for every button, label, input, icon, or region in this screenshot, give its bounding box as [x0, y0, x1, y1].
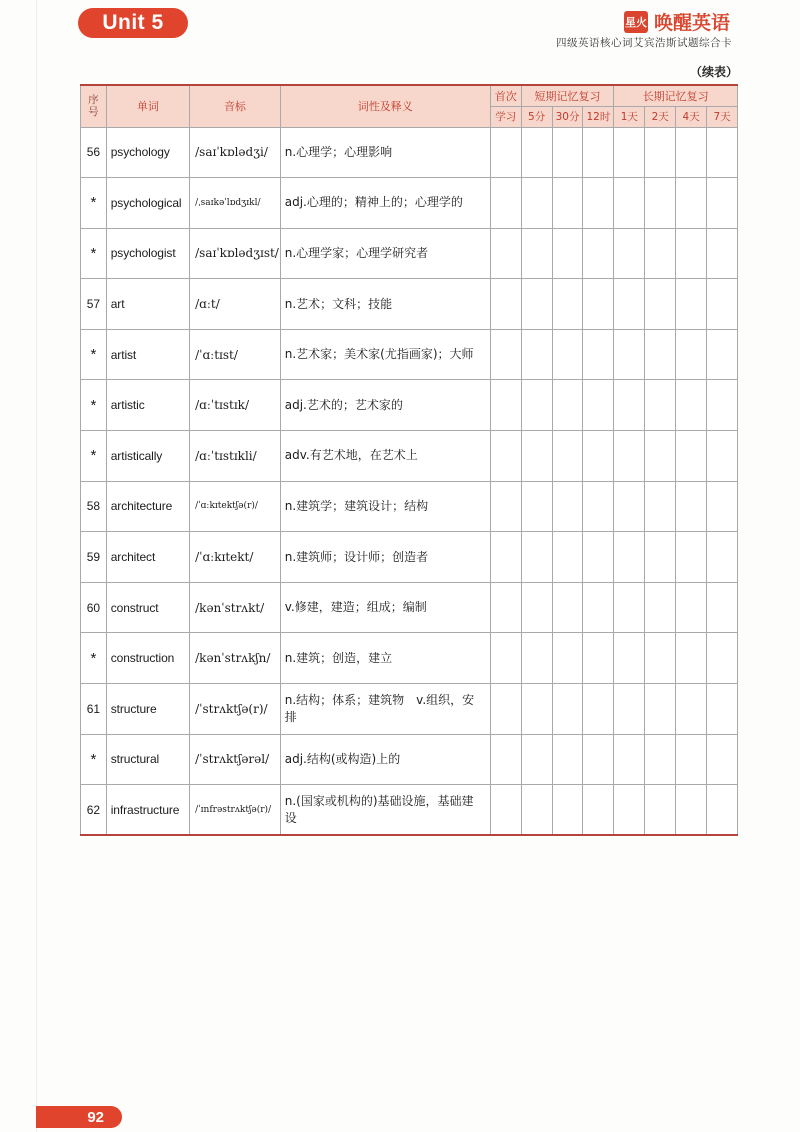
checkbox-cell-review-30min[interactable]: [552, 279, 583, 330]
checkbox-cell-review-2day[interactable]: [645, 684, 676, 735]
checkbox-cell-review-1day[interactable]: [614, 785, 645, 836]
table-row: [81, 279, 738, 330]
checkbox-cell-review-1day[interactable]: [614, 279, 645, 330]
header-interval-30min: 30分: [552, 106, 583, 127]
row-definition: n.结构；体系；建筑物 v.组织，安排: [280, 684, 490, 735]
checkbox-cell-review-4day[interactable]: [676, 127, 707, 178]
row-number: 56: [81, 127, 107, 178]
row-number: *: [81, 633, 107, 684]
checkbox-cell-review-12h[interactable]: [583, 582, 614, 633]
checkbox-cell-review-1day[interactable]: [614, 582, 645, 633]
row-word: artist: [106, 329, 189, 380]
table-row: [81, 582, 738, 633]
checkbox-cell-review-4day[interactable]: [676, 481, 707, 532]
row-number: 59: [81, 532, 107, 583]
checkbox-cell-review-30min[interactable]: [552, 633, 583, 684]
checkbox-cell-first-study[interactable]: [490, 633, 521, 684]
row-number: *: [81, 329, 107, 380]
row-number: 58: [81, 481, 107, 532]
row-phonetic: /ˈɪnfrəstrʌktʃə(r)/: [190, 785, 281, 836]
row-phonetic: /ˈstrʌktʃə(r)/: [190, 684, 281, 735]
row-phonetic: /ˈɑːtɪst/: [190, 329, 281, 380]
row-phonetic: /ˈɑːkɪtektʃə(r)/: [190, 481, 281, 532]
row-definition: adj.结构(或构造)上的: [280, 734, 490, 785]
table-row: [81, 734, 738, 785]
checkbox-cell-review-7day[interactable]: [707, 481, 738, 532]
checkbox-cell-review-5min[interactable]: [521, 785, 552, 836]
checkbox-cell-review-12h[interactable]: [583, 734, 614, 785]
row-number: *: [81, 380, 107, 431]
row-definition: n.心理学家；心理学研究者: [280, 228, 490, 279]
checkbox-cell-first-study[interactable]: [490, 380, 521, 431]
row-word: architect: [106, 532, 189, 583]
vocabulary-table: [80, 84, 738, 836]
row-definition: n.心理学；心理影响: [280, 127, 490, 178]
checkbox-cell-review-2day[interactable]: [645, 633, 676, 684]
row-number: 62: [81, 785, 107, 836]
header-number: [81, 85, 107, 127]
checkbox-cell-review-30min[interactable]: [552, 228, 583, 279]
row-number: 57: [81, 279, 107, 330]
checkbox-cell-review-4day[interactable]: [676, 380, 707, 431]
header-first-study-top: 首次: [490, 85, 521, 106]
row-definition: n.艺术家；美术家(尤指画家)；大师: [280, 329, 490, 380]
unit-badge: Unit 5: [78, 8, 188, 38]
checkbox-cell-first-study[interactable]: [490, 178, 521, 229]
checkbox-cell-review-2day[interactable]: [645, 734, 676, 785]
checkbox-cell-review-1day[interactable]: [614, 127, 645, 178]
checkbox-cell-review-2day[interactable]: [645, 582, 676, 633]
checkbox-cell-review-7day[interactable]: [707, 431, 738, 482]
continued-label: （续表）: [689, 65, 738, 79]
row-definition: adv.有艺术地，在艺术上: [280, 431, 490, 482]
checkbox-cell-review-1day[interactable]: [614, 228, 645, 279]
row-word: structure: [106, 684, 189, 735]
row-number: *: [81, 431, 107, 482]
row-phonetic: /ˈɑːkɪtekt/: [190, 532, 281, 583]
checkbox-cell-review-2day[interactable]: [645, 431, 676, 482]
checkbox-cell-review-4day[interactable]: [676, 684, 707, 735]
header-number-label: 序号: [88, 94, 99, 119]
checkbox-cell-review-30min[interactable]: [552, 431, 583, 482]
checkbox-cell-review-2day[interactable]: [645, 127, 676, 178]
header-interval-5min: 5分: [521, 106, 552, 127]
checkbox-cell-review-12h[interactable]: [583, 633, 614, 684]
checkbox-cell-review-2day[interactable]: [645, 785, 676, 836]
header-phonetic: 音标: [190, 85, 281, 127]
checkbox-cell-review-12h[interactable]: [583, 481, 614, 532]
checkbox-cell-review-7day[interactable]: [707, 380, 738, 431]
table-row: [81, 431, 738, 482]
checkbox-cell-review-2day[interactable]: [645, 532, 676, 583]
checkbox-cell-review-4day[interactable]: [676, 178, 707, 229]
checkbox-cell-review-5min[interactable]: [521, 431, 552, 482]
checkbox-cell-review-30min[interactable]: [552, 734, 583, 785]
checkbox-cell-review-4day[interactable]: [676, 279, 707, 330]
page-number: 92: [36, 1106, 122, 1128]
checkbox-cell-review-12h[interactable]: [583, 380, 614, 431]
table-header: [81, 85, 738, 127]
row-phonetic: /ɑːˈtɪstɪkli/: [190, 431, 281, 482]
row-word: construct: [106, 582, 189, 633]
checkbox-cell-review-1day[interactable]: [614, 633, 645, 684]
table-row: [81, 532, 738, 583]
checkbox-cell-review-5min[interactable]: [521, 329, 552, 380]
checkbox-cell-first-study[interactable]: [490, 532, 521, 583]
checkbox-cell-review-30min[interactable]: [552, 178, 583, 229]
row-word: artistically: [106, 431, 189, 482]
header-interval-2day: 2天: [645, 106, 676, 127]
table-row: [81, 633, 738, 684]
checkbox-cell-review-30min[interactable]: [552, 481, 583, 532]
checkbox-cell-review-30min[interactable]: [552, 127, 583, 178]
checkbox-cell-review-12h[interactable]: [583, 127, 614, 178]
checkbox-cell-review-1day[interactable]: [614, 329, 645, 380]
checkbox-cell-review-1day[interactable]: [614, 734, 645, 785]
checkbox-cell-first-study[interactable]: [490, 329, 521, 380]
table-row: [81, 127, 738, 178]
checkbox-cell-review-5min[interactable]: [521, 481, 552, 532]
row-word: construction: [106, 633, 189, 684]
checkbox-cell-review-2day[interactable]: [645, 481, 676, 532]
checkbox-cell-review-5min[interactable]: [521, 279, 552, 330]
checkbox-cell-review-5min[interactable]: [521, 734, 552, 785]
book-subtitle: 四级英语核心词艾宾浩斯试题综合卡: [556, 37, 732, 49]
checkbox-cell-first-study[interactable]: [490, 785, 521, 836]
checkbox-cell-review-7day[interactable]: [707, 127, 738, 178]
header-word: 单词: [106, 85, 189, 127]
checkbox-cell-review-5min[interactable]: [521, 380, 552, 431]
row-word: art: [106, 279, 189, 330]
header-interval-12h: 12时: [583, 106, 614, 127]
checkbox-cell-first-study[interactable]: [490, 734, 521, 785]
row-definition: n.(国家或机构的)基础设施，基础建设: [280, 785, 490, 836]
checkbox-cell-review-4day[interactable]: [676, 582, 707, 633]
checkbox-cell-review-7day[interactable]: [707, 532, 738, 583]
checkbox-cell-review-5min[interactable]: [521, 178, 552, 229]
row-definition: adj.心理的；精神上的；心理学的: [280, 178, 490, 229]
checkbox-cell-review-4day[interactable]: [676, 431, 707, 482]
checkbox-cell-review-7day[interactable]: [707, 228, 738, 279]
checkbox-cell-review-12h[interactable]: [583, 329, 614, 380]
checkbox-cell-review-12h[interactable]: [583, 228, 614, 279]
table-row: [81, 684, 738, 735]
checkbox-cell-review-1day[interactable]: [614, 431, 645, 482]
checkbox-cell-first-study[interactable]: [490, 228, 521, 279]
checkbox-cell-review-30min[interactable]: [552, 329, 583, 380]
checkbox-cell-review-4day[interactable]: [676, 228, 707, 279]
checkbox-cell-review-5min[interactable]: [521, 684, 552, 735]
checkbox-cell-review-1day[interactable]: [614, 532, 645, 583]
row-word: psychology: [106, 127, 189, 178]
checkbox-cell-review-7day[interactable]: [707, 684, 738, 735]
row-definition: n.建筑师；设计师；创造者: [280, 532, 490, 583]
checkbox-cell-review-4day[interactable]: [676, 785, 707, 836]
checkbox-cell-review-2day[interactable]: [645, 380, 676, 431]
checkbox-cell-review-30min[interactable]: [552, 684, 583, 735]
checkbox-cell-first-study[interactable]: [490, 279, 521, 330]
checkbox-cell-review-2day[interactable]: [645, 228, 676, 279]
checkbox-cell-review-30min[interactable]: [552, 582, 583, 633]
checkbox-cell-review-12h[interactable]: [583, 785, 614, 836]
table-row: [81, 329, 738, 380]
checkbox-cell-first-study[interactable]: [490, 582, 521, 633]
checkbox-cell-review-5min[interactable]: [521, 127, 552, 178]
checkbox-cell-review-4day[interactable]: [676, 532, 707, 583]
checkbox-cell-review-30min[interactable]: [552, 785, 583, 836]
checkbox-cell-review-12h[interactable]: [583, 431, 614, 482]
table-row: [81, 785, 738, 836]
checkbox-cell-review-12h[interactable]: [583, 532, 614, 583]
checkbox-cell-review-1day[interactable]: [614, 380, 645, 431]
checkbox-cell-review-7day[interactable]: [707, 329, 738, 380]
row-phonetic: /saɪˈkɒlədʒɪst/: [190, 228, 281, 279]
row-phonetic: /ˈstrʌktʃərəl/: [190, 734, 281, 785]
checkbox-cell-review-5min[interactable]: [521, 228, 552, 279]
row-phonetic: /ɑːt/: [190, 279, 281, 330]
row-word: infrastructure: [106, 785, 189, 836]
checkbox-cell-review-2day[interactable]: [645, 178, 676, 229]
row-word: structural: [106, 734, 189, 785]
checkbox-cell-review-4day[interactable]: [676, 633, 707, 684]
checkbox-cell-review-5min[interactable]: [521, 633, 552, 684]
row-phonetic: /ˌsaɪkəˈlɒdʒɪkl/: [190, 178, 281, 229]
row-word: psychological: [106, 178, 189, 229]
row-word: artistic: [106, 380, 189, 431]
table-row: [81, 380, 738, 431]
row-definition: n.建筑；创造，建立: [280, 633, 490, 684]
row-definition: n.艺术；文科；技能: [280, 279, 490, 330]
checkbox-cell-review-4day[interactable]: [676, 734, 707, 785]
checkbox-cell-review-30min[interactable]: [552, 380, 583, 431]
row-definition: adj.艺术的；艺术家的: [280, 380, 490, 431]
checkbox-cell-review-30min[interactable]: [552, 532, 583, 583]
checkbox-cell-review-7day[interactable]: [707, 279, 738, 330]
checkbox-cell-review-7day[interactable]: [707, 633, 738, 684]
row-phonetic: /ɑːˈtɪstɪk/: [190, 380, 281, 431]
row-phonetic: /saɪˈkɒlədʒi/: [190, 127, 281, 178]
checkbox-cell-first-study[interactable]: [490, 481, 521, 532]
row-number: 60: [81, 582, 107, 633]
checkbox-cell-first-study[interactable]: [490, 684, 521, 735]
header-interval-4day: 4天: [676, 106, 707, 127]
checkbox-cell-review-2day[interactable]: [645, 279, 676, 330]
table-row: [81, 178, 738, 229]
header-first-study-bottom: 学习: [490, 106, 521, 127]
table-row: [81, 228, 738, 279]
page-spine: [36, 0, 37, 1132]
brand-name: 唤醒英语: [653, 12, 730, 34]
checkbox-cell-review-1day[interactable]: [614, 481, 645, 532]
checkbox-cell-review-1day[interactable]: [614, 178, 645, 229]
checkbox-cell-review-7day[interactable]: [707, 785, 738, 836]
row-definition: n.建筑学；建筑设计；结构: [280, 481, 490, 532]
row-number: *: [81, 734, 107, 785]
checkbox-cell-first-study[interactable]: [490, 431, 521, 482]
table-row: [81, 481, 738, 532]
checkbox-cell-review-4day[interactable]: [676, 329, 707, 380]
checkbox-cell-review-7day[interactable]: [707, 734, 738, 785]
brand-logo-icon: 星火: [624, 11, 648, 33]
checkbox-cell-review-5min[interactable]: [521, 532, 552, 583]
header-interval-7day: 7天: [707, 106, 738, 127]
checkbox-cell-review-12h[interactable]: [583, 684, 614, 735]
header-short-term: 短期记忆复习: [521, 85, 614, 106]
checkbox-cell-review-2day[interactable]: [645, 329, 676, 380]
checkbox-cell-first-study[interactable]: [490, 127, 521, 178]
row-word: architecture: [106, 481, 189, 532]
checkbox-cell-review-5min[interactable]: [521, 582, 552, 633]
checkbox-cell-review-1day[interactable]: [614, 684, 645, 735]
row-definition: v.修建，建造；组成；编制: [280, 582, 490, 633]
row-phonetic: /kənˈstrʌkʃn/: [190, 633, 281, 684]
table-body: [81, 127, 738, 835]
row-word: psychologist: [106, 228, 189, 279]
row-phonetic: /kənˈstrʌkt/: [190, 582, 281, 633]
header-interval-1day: 1天: [614, 106, 645, 127]
checkbox-cell-review-12h[interactable]: [583, 178, 614, 229]
row-number: *: [81, 178, 107, 229]
row-number: 61: [81, 684, 107, 735]
brand: [624, 8, 730, 35]
checkbox-cell-review-7day[interactable]: [707, 178, 738, 229]
checkbox-cell-review-7day[interactable]: [707, 582, 738, 633]
row-number: *: [81, 228, 107, 279]
header-long-term: 长期记忆复习: [614, 85, 738, 106]
header-definition: 词性及释义: [280, 85, 490, 127]
checkbox-cell-review-12h[interactable]: [583, 279, 614, 330]
